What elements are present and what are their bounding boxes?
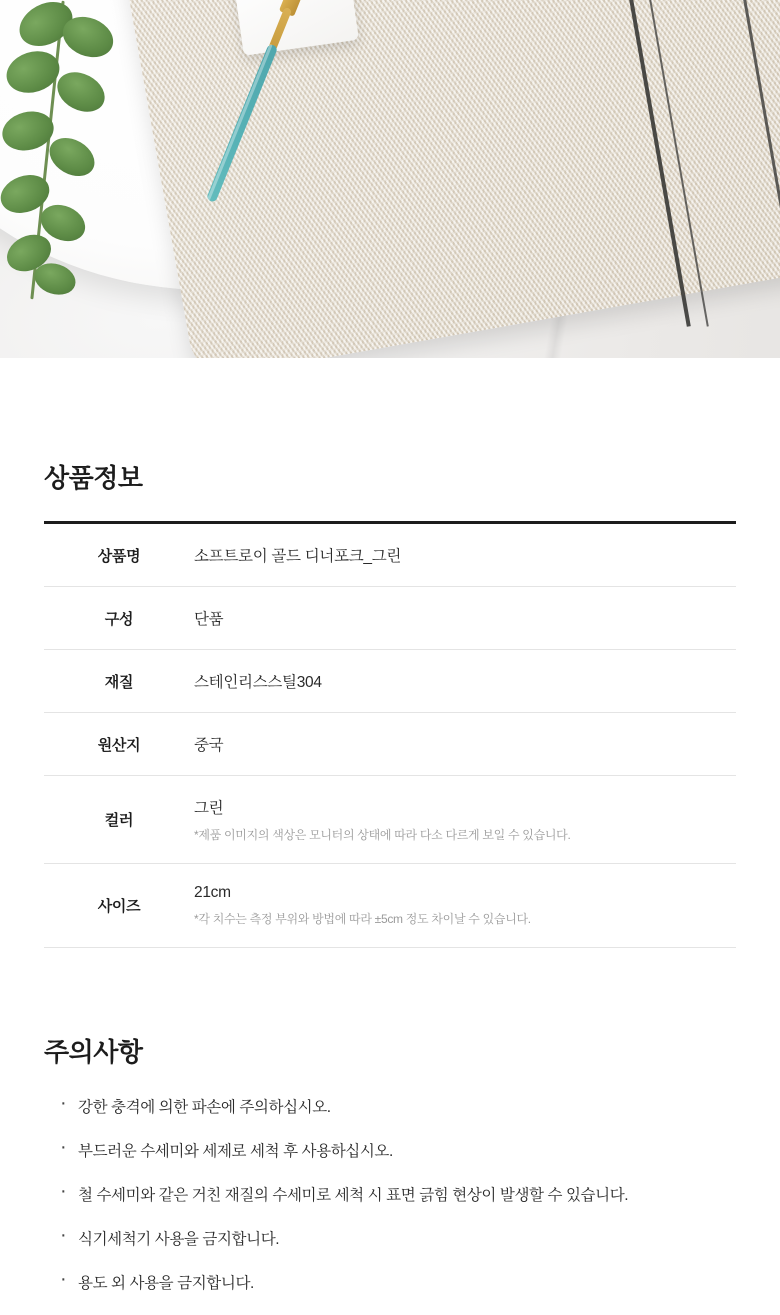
leaf [50, 64, 111, 119]
spec-value [194, 713, 736, 776]
table-row [44, 713, 736, 776]
spec-note: *제품 이미지의 색상은 모니터의 상태에 따라 다소 다르게 보일 수 있습니다. [194, 828, 571, 842]
spec-label: 사이즈 [97, 898, 141, 915]
eucalyptus-sprig [0, 0, 140, 330]
spec-value-text: 21cm [194, 884, 231, 901]
spec-value [194, 864, 736, 948]
list-item: · 강한 충격에 의한 파손에 주의하십시오. [52, 1095, 736, 1117]
list-item: · 용도 외 사용을 금지합니다. [52, 1271, 736, 1293]
spec-value-text: 소프트로이 골드 디너포크_그린 [194, 548, 402, 565]
table-row [44, 587, 736, 650]
spec-value-text: 스테인리스스틸304 [194, 674, 322, 691]
table-row [44, 776, 736, 864]
notice-list [44, 1095, 736, 1293]
spec-label: 재질 [104, 673, 134, 691]
spec-value-text: 그린 [194, 800, 224, 817]
spec-label: 컬러 [104, 812, 134, 829]
list-item: · 식기세척기 사용을 금지합니다. [52, 1227, 736, 1249]
spec-value [194, 776, 736, 864]
spec-table [44, 521, 736, 948]
table-row [44, 650, 736, 713]
spec-value [194, 523, 736, 587]
table-row [44, 523, 736, 587]
spec-label: 상품명 [97, 547, 141, 565]
spec-label: 구성 [104, 610, 134, 628]
spec-section-title: 상품정보 [44, 463, 143, 493]
spec-value [194, 650, 736, 713]
spec-note: *각 치수는 측정 부위와 방법에 따라 ±5cm 정도 차이날 수 있습니다. [194, 912, 531, 926]
notice-section-title: 주의사항 [44, 1037, 143, 1067]
leaf [43, 130, 102, 183]
spec-value-text: 단품 [194, 611, 224, 628]
spec-value-text: 중국 [194, 737, 224, 754]
table-row [44, 864, 736, 948]
detail-content [0, 458, 780, 1293]
list-item: · 부드러운 수세미와 세제로 세척 후 사용하십시오. [52, 1139, 736, 1161]
spec-value [194, 587, 736, 650]
list-item: · 철 수세미와 같은 거친 재질의 수세미로 세척 시 표면 긁힘 현상이 발생할 수 있습니다. [52, 1183, 736, 1205]
product-photo [0, 0, 780, 358]
spec-label: 원산지 [97, 736, 141, 754]
